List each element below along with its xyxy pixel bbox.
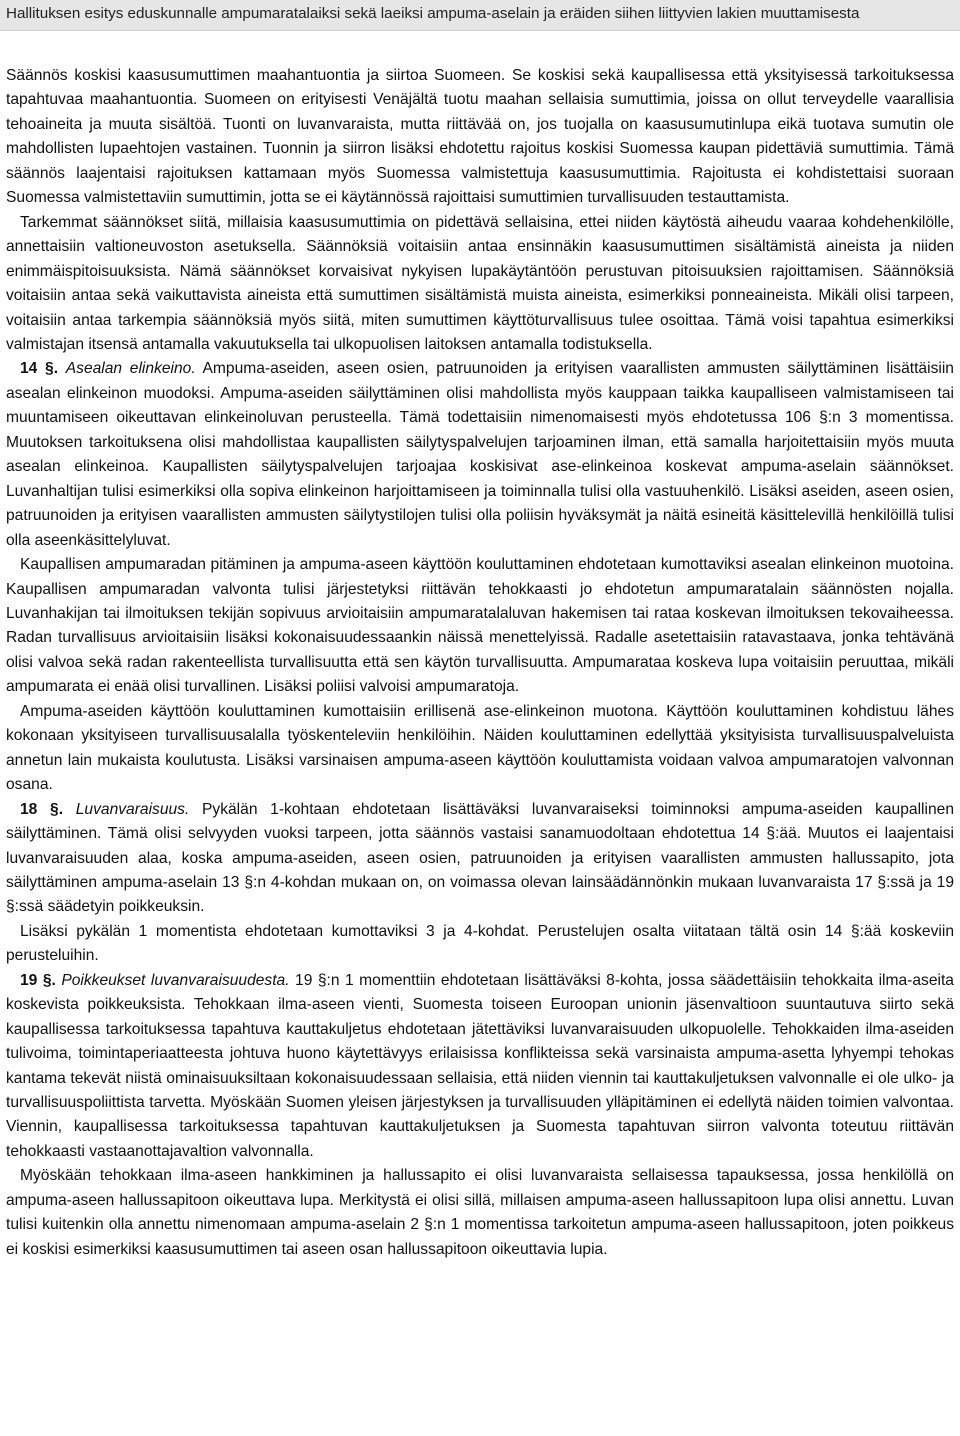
- section-19: [6, 969, 954, 1165]
- paragraph-shooting-range: Kaupallisen ampumaradan pitäminen ja ampuma-aseen käyttöön kouluttaminen ehdotetaan kumottaviksi asealan elinkeinon muotoina. Kaupallisen ampumaradan valvonta tulisi järjestetyksi riittävän tehokkaasti jo ehdotetun ampumaratalain säännösten nojalla. Luvanhakijan tai ilmoituksen tekijän sopivuus arvioitaisiin ampumaratalaluvan hakemisen tai rataa koskevan ilmoituksen tekovaiheessa. Radan turvallisuus arvioitaisiin lisäksi kokonaisuudessaankin näissä menettelyissä. Radalle asetettaisiin ratavastaava, jonka tehtävänä olisi valvoa sekä radan rakenteellista turvallisuutta että sen käytön turvallisuutta. Ampumarataa koskeva lupa voitaisiin peruuttaa, mikäli ampumarata ei enää olisi turvallinen. Lisäksi poliisi valvoisi ampumaratoja.: [6, 556, 954, 696]
- document-body: [6, 64, 954, 1262]
- document-header: [0, 0, 960, 31]
- section-18: [6, 798, 954, 920]
- paragraph-section-18-repeal: Lisäksi pykälän 1 momentista ehdotetaan kumottaviksi 3 ja 4-kohdat. Perustelujen osalta viitataan tältä osin 14 §:ää koskeviin perusteluihin.: [6, 922, 954, 965]
- section-18-number: 18 §.: [20, 800, 64, 818]
- paragraph-gas-spray-regulations: Tarkemmat säännökset siitä, millaisia kaasusumuttimia on pidettävä sellaisina, ettei niiden käytöstä aiheudu vaaraa kohdehenkilölle, annettaisiin valtioneuvoston asetuksella. Säännöksiä voitaisiin antaa ensinnäkin kaasusumuttimen sisältämistä aineista ja niiden enimmäispitoisuuksista. Nämä säännökset korvaisivat nykyisen lupakäytäntöön perustuvan pitoisuuksien rajoittamisen. Säännöksiä voitaisiin antaa sekä vaikuttavista aineista että sumuttimen sisältämistä muista aineista, esimerkiksi ponneaineista. Mikäli olisi tarpeen, voitaisiin antaa tarkempia säännöksiä myös siitä, miten sumuttimen käyttöturvallisuus tulee osoittaa. Tämä voisi tapahtua esimerkiksi valmistajan itsensä antamalla vakuutuksella tai ulkopuolisen laitoksen antamalla todistuksella.: [6, 213, 954, 353]
- section-14-title: Asealan elinkeino.: [65, 360, 196, 378]
- paragraph-air-gun-possession: Myöskään tehokkaan ilma-aseen hankkiminen ja hallussapito ei olisi luvanvaraista sellaisessa tapauksessa, jossa henkilöllä on ampuma-aseen hallussapitoon oikeuttava lupa. Merkitystä ei olisi sillä, millaisen ampuma-aseen hallussapitoon lupa olisi annettu. Luvan tulisi kuitenkin olla annettu nimenomaan ampuma-aselain 2 §:n 1 momentissa tarkoitetun ampuma-aseen hallussapitoon, joten poikkeus ei koskisi esimerkiksi kaasusumuttimen tai aseen osan hallussapitoon oikeuttavia lupia.: [6, 1167, 954, 1258]
- section-14-text: Ampuma-aseiden, aseen osien, patruunoiden ja erityisen vaarallisten ammusten säilyttäminen lisättäisiin asealan elinkeinon muodoksi. Ampuma-aseiden säilyttäminen olisi mahdollista myös kauppaan taikka kaupalliseen valmistamiseen tai muuntamiseen oikeuttavan elinkeinoluvan perusteella. Tämä todettaisiin nimenomaisesti myös ehdotetussa 106 §:n 3 momentissa. Muutoksen tarkoituksena olisi mahdollistaa kaupallisten säilytyspalvelujen tarjoaminen ilman, että samalla harjoitettaisiin myös muuta asealan elinkeinoa. Kaupallisten säilytyspalvelujen tarjoajaa koskisivat ase-elinkeinoa koskevat ampuma-aselain säännökset. Luvanhaltijan tulisi esimerkiksi olla sopiva elinkeinon harjoittamiseen ja toiminnalla tulisi olla vastuuhenkilö. Lisäksi aseiden, aseen osien, patruunoiden ja erityisen vaarallisten ammusten säilytystilojen tulisi olla poliisin hyväksymät ja näitä esineitä käsittelevillä henkilöillä tulisi olla aseenkäsittelyluvat.: [6, 360, 954, 549]
- section-18-title: Luvanvaraisuus.: [75, 800, 190, 818]
- section-19-number: 19 §.: [20, 971, 56, 989]
- section-19-text: 19 §:n 1 momenttiin ehdotetaan lisättäväksi 8-kohta, jossa säädettäisiin tehokkaita ilma-aseita koskevista poikkeuksista. Tehokkaan ilma-aseen vienti, Suomesta toiseen Euroopan unionin jäsenvaltioon suuntautuva siirto sekä kaupallisessa tarkoituksessa tapahtuva kauttakuljetus ehdotetaan jätettäviksi luvanvaraisuuden ulkopuolelle. Tehokkaiden ilma-aseiden tulivoima, toimintaperiaatteesta johtuva huono käytettävyys erilaisissa konflikteissa sekä varsinaista ampuma-asetta lyhyempi tehokas kantama tekevät niistä ominaisuuksiltaan kokonaisuudessaan sellaisia, että niiden viennin tai kauttakuljetuksen valvonnalle ei ole ulko- ja turvallisuuspoliittista tarvetta. Myöskään Suomen yleisen järjestyksen ja turvallisuuden ylläpitäminen ei edellytä näiden toimien valvontaa. Viennin, kaupallisessa tarkoituksessa tapahtuvan kauttakuljetuksen ja Suomesta tapahtuvan siirron valvonta toteutuu riittävän tehokkaasti vastaanottajavaltion valvonnalla.: [6, 971, 954, 1160]
- document-title: Hallituksen esitys eduskunnalle ampumaratalaiksi sekä laeiksi ampuma-aselain ja eräiden siihen liittyvien lakien muuttamisesta: [6, 5, 860, 22]
- paragraph-gas-spray-import: Säännös koskisi kaasusumuttimen maahantuontia ja siirtoa Suomeen. Se koskisi sekä kaupallisessa että yksityisessä tarkoituksessa tapahtuvaa maahantuontia. Suomeen on erityisesti Venäjältä tuotu maahan sellaisia sumuttimia, joissa on ollut terveydelle vaarallisia tehoaineita ja muuta sisältöä. Tuonti on luvanvaraista, mutta riittävää on, jos tuojalla on kaasusumutinlupa eikä tuotava sumutin ole mahdollisten lupaehtojen vastainen. Tuonnin ja siirron lisäksi ehdotettu rajoitus koskisi Suomessa kaupan pidettäviä sumuttimia. Tämä säännös laajentaisi rajoituksen kattamaan myös Suomessa valmistettuja kaasusumuttimia. Rajoitusta ei kohdistettaisi suoraan Suomessa valmistettaviin sumuttimin, jotta se ei käytännössä rajoittaisi sumuttimien turvallisuuden testauttamista.: [6, 67, 954, 207]
- section-18-text: Pykälän 1-kohtaan ehdotetaan lisättäväksi luvanvaraiseksi toiminnoksi ampuma-aseiden kaupallinen säilyttäminen. Tämä olisi selvyyden vuoksi tarpeen, jotta säännös vastaisi sanamuodoltaan ehdotettua 14 §:ää. Muutos ei laajentaisi luvanvaraisuuden alaa, koska ampuma-aseiden, aseen osien, patruunoiden ja erityisen vaarallisten ammusten hallussapito, jota säilyttäminen ampuma-aselain 13 §:n 4-kohdan mukaan on, on voimassa olevan lainsäädännönkin mukaan luvanvaraista 17 §:ssä ja 19 §:ssä säädetyin poikkeuksin.: [6, 800, 954, 916]
- paragraph-firearm-training: Ampuma-aseiden käyttöön kouluttaminen kumottaisiin erillisenä ase-elinkeinon muotona. Käyttöön kouluttaminen kohdistuu lähes kokonaan yksityiseen turvallisuusalalla työskenteleviin henkilöihin. Näiden kouluttaminen edellyttää yksityisista turvallisuuspalveluista annetun lain mukaista koulutusta. Lisäksi varsinaisen ampuma-aseen käyttöön kouluttamista voidaan valvoa ampumaratojen valvonnan osana.: [6, 702, 954, 794]
- section-19-title: Poikkeukset luvanvaraisuudesta.: [61, 971, 290, 989]
- section-14-number: 14 §.: [20, 360, 59, 378]
- section-14: [6, 357, 954, 553]
